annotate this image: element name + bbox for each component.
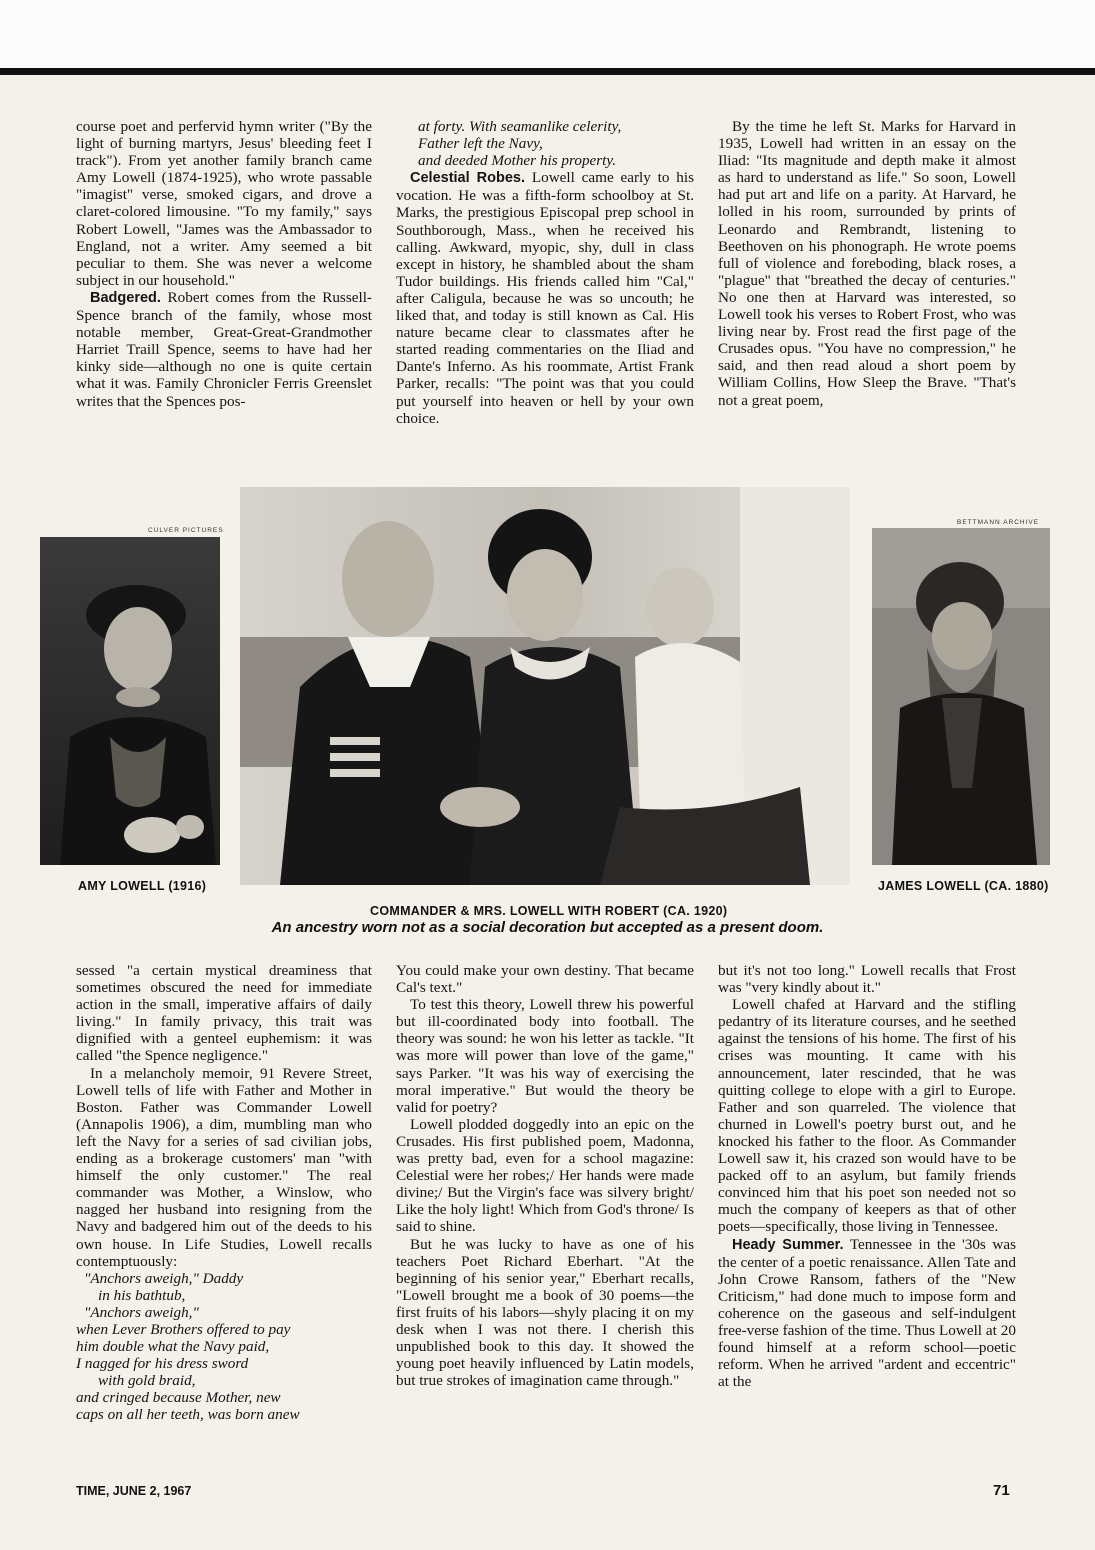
column-2-bottom <box>396 962 694 1389</box>
col1-top-paragraph-text: Robert comes from the Russell-Spence branch of the family, whose most notable member, Great-Great-Grandmother Harriet Traill Spence, seems to have had her kinky side—although no one is quite certain what it was. Family Chronicler Ferris Greenslet writes that the Spences pos- <box>76 288 372 410</box>
col3-bottom-paragraph <box>718 1236 1016 1391</box>
col1-verse-line: with gold braid, <box>98 1372 196 1390</box>
photo-credit-left: CULVER PICTURES <box>148 527 224 534</box>
page-number: 71 <box>993 1482 1010 1499</box>
col3-top-paragraph: By the time he left St. Marks for Harvard in 1935, Lowell had written in an essay on the Iliad: "Its magnitude and depth make it almost as hard to understand as life." So soon, Lowell had put art and life on a parity. At Harvard, he lolled in his room, surrounded by prints of Leonardo and Rembrandt, listening to Beethoven on his phonograph. He wrote poems full of violence and foreboding, black roses, a "plague" that "breathed the decay of centuries." No one then at Harvard was interested, so Lowell took his verses to Robert Frost, who was living near by. Frost read the first page of the Crusades opus. "You have no compression," he said, and then read aloud a short poem by William Collins, How Sleep the Brave. "That's not a great poem, <box>718 118 1016 409</box>
col1-verse-line: "Anchors aweigh," Daddy <box>84 1269 244 1287</box>
column-3-top <box>718 118 1016 409</box>
col3-bottom-paragraph: but it's not too long." Lowell recalls that Frost was "very kindly about it." <box>718 962 1016 997</box>
caption-james-lowell: JAMES LOWELL (CA. 1880) <box>878 879 1049 893</box>
col3-bottom-paragraph-heading: Heady Summer. <box>732 1236 844 1253</box>
col1-verse-line: "Anchors aweigh," <box>84 1303 199 1321</box>
col1-verse-line: caps on all her teeth, was born anew <box>76 1406 300 1424</box>
photo-credit-right: BETTMANN ARCHIVE <box>957 519 1040 526</box>
col2-bottom-paragraph: Lowell plodded doggedly into an epic on the Crusades. His first published poem, Madonna, was pretty bad, even for a school magazine: Celestial were her robes;/ Her hands were made divine;/ But the Virgin's face was silvery bright/ Like the holy light! Which from God's throne/ Is said to shine. <box>396 1115 694 1236</box>
col1-verse-line: and cringed because Mother, new <box>76 1389 281 1407</box>
col2-verse-line: and deeded Mother his property. <box>418 152 617 170</box>
col3-bottom-paragraph-text: Tennessee in the '30s was the center of a poetic renaissance. Allen Tate and John Crowe Ransom, fathers of the "New Criticism," had done much to impose form and coherence on the gaseous and self-indulgent free-verse fashion of the time. Thus Lowell at 20 found himself at a reform school—poetic reform. When he arrived "ardent and eccentric" at the <box>718 1235 1016 1391</box>
col2-bottom-paragraph: You could make your own destiny. That became Cal's text." <box>396 962 694 997</box>
col1-verse-line: when Lever Brothers offered to pay <box>76 1320 291 1338</box>
column-1-top <box>76 118 372 410</box>
column-2-top <box>396 118 694 427</box>
col2-bottom-paragraph: To test this theory, Lowell threw his powerful but ill-coordinated body into football. The theory was sound: he won his letter as tackle. "It was more will power than love of the game," says Parker. "It was his way of exercising the moral imperative." But would the theory be valid for poetry? <box>396 996 694 1116</box>
col3-bottom-paragraph: Lowell chafed at Harvard and the stifling pedantry of its literature courses, and he seethed against the tensions of his home. The first of his crises was mounting. It came with his announcement, later rescinded, that he was quitting college to elope with a girl to Europe. Father and son quarreled. The violence that churned in Lowell's poetry burst out, and he knocked his father to the floor. As Commander Lowell saw it, his crazed son would have to be packed off to an asylum, but family friends convinced him that his poet son needed not so much the company of keepers as that of other poets—specifically, those living in Tennessee. <box>718 996 1016 1236</box>
col2-verse-line: Father left the Navy, <box>418 135 543 153</box>
page-top-margin <box>0 0 1095 68</box>
col2-top-paragraph <box>396 169 694 426</box>
subcaption-ancestry: An ancestry worn not as a social decoration but accepted as a present doom. <box>271 919 824 936</box>
col1-verse-line: him double what the Navy paid, <box>76 1338 270 1356</box>
col1-bottom-paragraph: In a melancholy memoir, 91 Revere Street, Lowell tells of life with Father and Mother in Boston. Father was Commander Lowell (Annapolis 1906), a dim, mumbling man who left the Navy for a series of sad civilian jobs, ending as a brokerage customers' man "with himself the only customer." The real commander was Mother, a Winslow, who nagged her husband into resigning from the Navy and badgered him out of the deeds to his own house. In Life Studies, Lowell recalls contemptuously: <box>76 1064 372 1270</box>
caption-amy-lowell: AMY LOWELL (1916) <box>78 879 207 893</box>
photo-commander-family <box>240 487 850 885</box>
col1-top-paragraph <box>76 289 372 410</box>
col2-bottom-paragraph: But he was lucky to have as one of his teachers Poet Richard Eberhart. "At the beginning of his senior year," Eberhart recalls, "Lowell brought me a book of 30 poems—the first fruits of his labors—shyly placing it on my desk when I was not there. I cherish this unpublished book to this day. It showed the young poet heavily influenced by Latin models, but true strokes of imagination came through." <box>396 1235 694 1390</box>
col1-top-paragraph: course poet and perfervid hymn writer ("By the light of burning martyrs, Jesus' bleeding feet I track"). From yet another family branch came Amy Lowell (1874-1925), who wrote passable "imagist" verse, smoked cigars, and drove a claret-colored limousine. "To my family," says Robert Lowell, "James was the Ambassador to England, not a writer. Amy seemed a bit peculiar to them. She was never a welcome subject in our household." <box>76 118 372 289</box>
page-top-rule <box>0 68 1095 75</box>
column-3-bottom <box>718 962 1016 1390</box>
col1-bottom-paragraph: sessed "a certain mystical dreaminess that sometimes obscured the need for immediate action in the small, imperative affairs of daily living." In family privacy, this trait was dignified with a genteel euphemism: it was called "the Spence negligence." <box>76 962 372 1065</box>
caption-commander-family: COMMANDER & MRS. LOWELL WITH ROBERT (CA. 1920) <box>370 904 728 918</box>
column-1-bottom <box>76 962 372 1424</box>
col1-verse-line: I nagged for his dress sword <box>76 1355 249 1373</box>
col2-top-paragraph-text: Lowell came early to his vocation. He was a fifth-form schoolboy at St. Marks, the prestigious Episcopal prep school in Southborough, Mass., when he received his calling. Awkward, myopic, shy, dull in class except in history, he shambled about the sham Tudor buildings. His friends called him "Cal," after Caligula, because he was so uncouth; he liked that, and today is still known as Cal. His nature became clear to classmates after he started reading commentaries on the Iliad and Dante's Inferno. As his roommate, Artist Frank Parker, recalls: "The point was that you could put yourself into heaven or hell by your own choice. <box>396 169 694 427</box>
photo-james-lowell <box>872 528 1050 865</box>
col2-top-paragraph-heading: Celestial Robes. <box>410 170 526 187</box>
col2-verse-line: at forty. With seamanlike celerity, <box>418 118 622 135</box>
issue-date-footer: TIME, JUNE 2, 1967 <box>76 1484 192 1498</box>
col1-top-paragraph-heading: Badgered. <box>90 289 161 306</box>
photo-amy-lowell <box>40 537 220 865</box>
col1-verse-line: in his bathtub, <box>98 1286 186 1304</box>
